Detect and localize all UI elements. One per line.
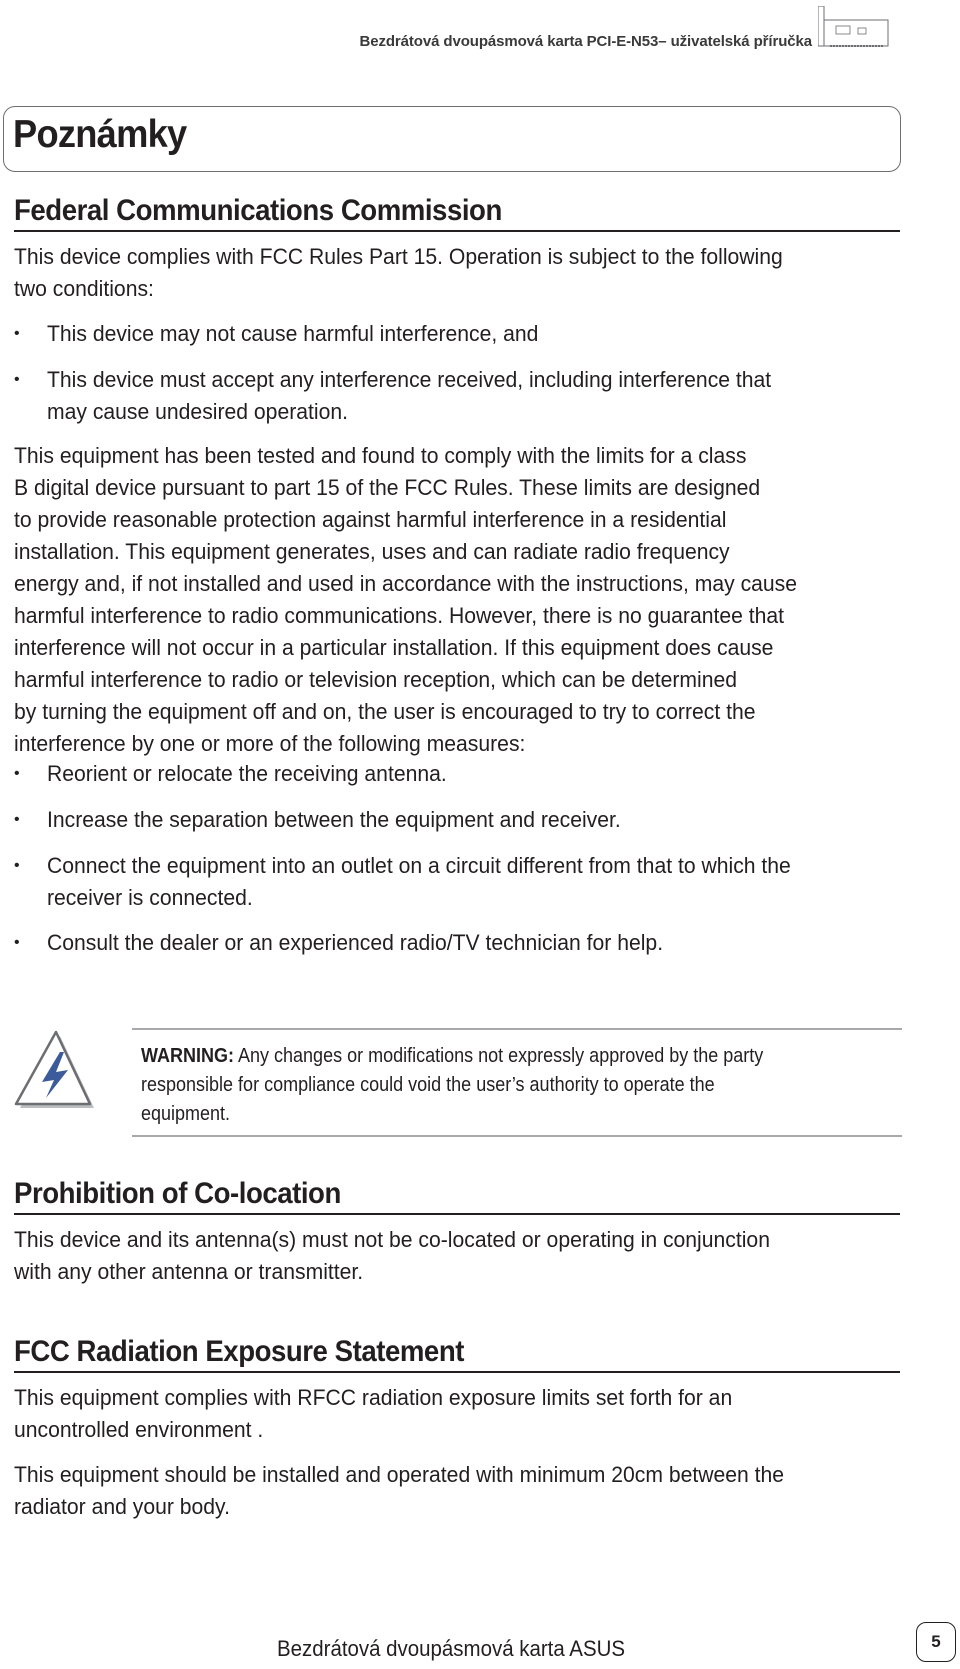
radiation-body-1: This equipment complies with RFCC radiation exposure limits set forth for an uncontrolled environment . (14, 1385, 733, 1442)
radiation-body-2: This equipment should be installed and operated with minimum 20cm between the radiator and your body. (14, 1462, 785, 1519)
warning-label: WARNING: (141, 1045, 234, 1067)
warning-text: WARNING: Any changes or modifications not expressly approved by the party responsible for compliance could void the user’s authority to operate the equipment. (141, 1045, 764, 1125)
colocation-heading-rule (14, 1213, 900, 1215)
footer-text: Bezdrátová dvoupásmová karta ASUS (277, 1636, 626, 1661)
fcc-intro: This device complies with FCC Rules Part 15. Operation is subject to the following two conditions: (14, 244, 783, 301)
fcc-heading-rule (14, 230, 900, 232)
radiation-heading-rule (14, 1371, 900, 1373)
radiation-heading: FCC Radiation Exposure Statement (14, 1335, 464, 1368)
page-number-badge: 5 (916, 1622, 956, 1662)
pci-card-icon (818, 6, 892, 50)
warning-lightning-icon (12, 1030, 98, 1114)
running-header: Bezdrátová dvoupásmová karta PCI-E-N53– uživatelská příručka (359, 33, 812, 50)
fcc-heading: Federal Communications Commission (14, 194, 502, 227)
fcc-body: This equipment has been tested and found to comply with the limits for a class B digital device pursuant to part 15 of the FCC Rules. These limits are designed to provide reasonable protection against harmful interference in a residential installation. This equipment generates, uses and can radiate radio frequency energy and, if not installed and used in accordance with the instructions, may cause harmful interference to radio communications. However, there is no guarantee that interference will not occur in a particular installation. If this equipment does cause harmful interference to radio or television reception, which can be determined by turning the equipment off and on, the user is encouraged to try to correct the interference by one or more of the following measures: (14, 443, 798, 756)
colocation-body: This device and its antenna(s) must not be co-located or operating in conjunction with any other antenna or transmitter. (14, 1227, 770, 1284)
warning-top-rule (132, 1028, 902, 1030)
warning-bottom-rule (132, 1135, 902, 1137)
section-title: Poznámky (13, 113, 187, 156)
colocation-heading: Prohibition of Co-location (14, 1177, 341, 1210)
